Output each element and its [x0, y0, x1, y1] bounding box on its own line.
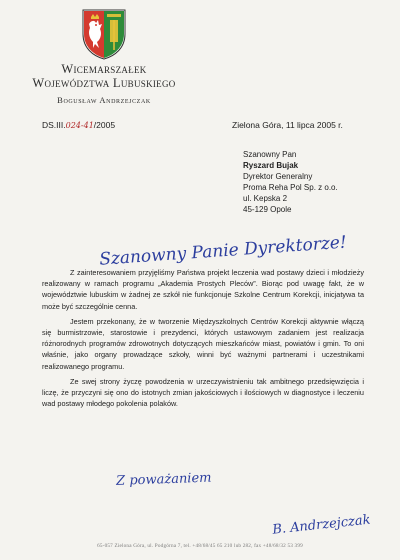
signature: [268, 505, 378, 541]
coat-of-arms-icon: [81, 8, 127, 60]
body-paragraph-2: Jestem przekonany, że w tworzenie Międzyszkolnych Centrów Korekcji aktywnie włączą się burmistrzowie, starostowie i prezydenci, których ustawowym zadaniem jest realizacja różnorodnych programów zdrowotnych dotyczących mieszkańców miast, powiatów i gmin. To oni właśnie, jako organy prowadzące szkoły, winni być ważnymi partnerami i uczestnikami realizowanego programu.: [42, 316, 364, 371]
institution-line-2: Województwa Lubuskiego: [32, 76, 176, 90]
closing-text: Z poważaniem: [115, 470, 212, 489]
reference-handwritten: 024-41: [65, 121, 94, 130]
handwritten-closing: [110, 455, 260, 495]
reference-number: [42, 120, 115, 130]
handwritten-greeting: [95, 230, 365, 270]
official-name: Bogusław Andrzejczak: [57, 95, 151, 105]
recipient-street: ul. Kepska 2: [243, 194, 288, 203]
letter-body: [42, 267, 364, 413]
institution-line-1: Wicemarszałek: [61, 62, 147, 76]
reference-prefix: DS.III.: [42, 120, 66, 130]
institution-header: [14, 62, 194, 106]
recipient-salutation: Szanowny Pan: [243, 150, 297, 159]
letter-footer: 65-057 Zielona Góra, ul. Podgórna 7, tel. +48/68/45 65 210 lub 282, fax +48/68/32 53 399: [97, 543, 303, 549]
reference-suffix: /2005: [93, 120, 116, 130]
body-paragraph-3: Ze swej strony życzę powodzenia w urzeczywistnieniu tak ambitnego przedsięwzięcia i liczę, że przyczyni się ono do istotnych zmian jakościowych i ilościowych w diagnostyce i leczeniu wad postawy młodego pokolenia polaków.: [42, 376, 364, 409]
letter-date: Zielona Góra, 11 lipca 2005 r.: [232, 120, 343, 130]
body-paragraph-1: Z zainteresowaniem przyjęliśmy Państwa projekt leczenia wad postawy dzieci i młodzieży realizowany w ramach programu „Akademia Prostych Pleców”. Biorąc pod uwagę fakt, że w województwie lubuskim w żadnej ze szkół nie funkcjonuje Szkolne Centrum Korekcji, inicjatywa ta może być szczególnie cenna.: [42, 268, 364, 311]
recipient-company: Proma Reha Pol Sp. z o.o.: [243, 183, 338, 192]
signature-text: B. Andrzejczak: [271, 512, 372, 538]
recipient-city: 45-129 Opole: [243, 205, 292, 214]
recipient-name: Ryszard Bujak: [243, 161, 299, 170]
recipient-title: Dyrektor Generalny: [243, 172, 313, 181]
recipient-address: [243, 149, 338, 215]
greeting-text: Szanowny Panie Dyrektorze!: [98, 232, 348, 270]
